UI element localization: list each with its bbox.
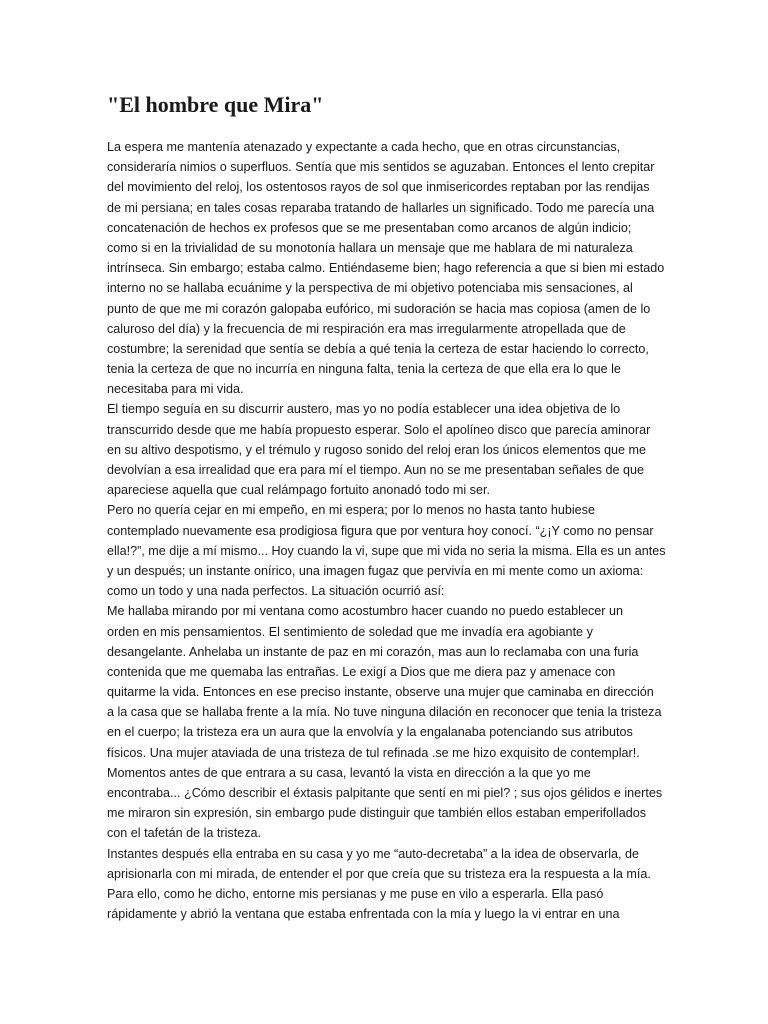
text-line: quitarme la vida. Entonces en ese preciso instante, observe una mujer que caminaba en dirección [107, 685, 654, 700]
text-line: desangelante. Anhelaba un instante de paz en mi corazón, mas aun lo reclamaba con una furia [107, 644, 639, 659]
text-line: orden en mis pensamientos. El sentimiento de soledad que me invadía era agobiante y [107, 624, 593, 639]
text-line: Para ello, como he dicho, entorne mis persianas y me puse en vilo a esperarla. Ella pasó [107, 886, 604, 901]
text-line: como si en la trivialidad de su monotonía hallara un mensaje que me hablara de mi naturaleza [107, 240, 633, 255]
text-line: aprisionarla con mi mirada, de entender el por que creía que su tristeza era la respuesta a la mía. [107, 866, 651, 881]
text-line: me miraron sin expresión, sin embargo pude distinguir que también ellos estaban emperifollados [107, 806, 647, 821]
text-line: consideraría nimios o superfluos. Sentía que mis sentidos se aguzaban. Entonces el lento crepitar [107, 160, 655, 175]
text-line: transcurrido desde que me había propuesto esperar. Solo el apolíneo disco que parecía aminorar [107, 422, 651, 437]
text-line: rápidamente y abrió la ventana que estaba enfrentada con la mía y luego la vi entrar en una [107, 907, 620, 922]
text-line: ella!?”, me dije a mí mismo... Hoy cuando la vi, supe que mi vida no seria la misma. Ella es un antes [107, 543, 666, 558]
text-line: Instantes después ella entraba en su casa y yo me “auto-decretaba” a la idea de observarla, de [107, 846, 640, 861]
text-line: Pero no quería cejar en mi empeño, en mi espera; por lo menos no hasta tanto hubiese [107, 503, 595, 518]
text-line: necesitaba para mi vida. [107, 382, 244, 397]
text-line: devolvían a esa irrealidad que era para mí el tiempo. Aun no se me presentaban señales de que [107, 463, 644, 477]
text-line: concatenación de hechos ex profesos que se me presentaban como arcanos de algún indicio; [107, 220, 632, 235]
text-line: apareciese aquella que cual relámpago fortuito anonadó todo mi ser. [107, 483, 490, 498]
text-line: El tiempo seguía en su discurrir austero, mas yo no podía establecer una idea objetiva de lo [107, 402, 621, 417]
text-line: en el cuerpo; la tristeza era un aura que la envolvía y la engalanaba potenciando sus atributos [107, 725, 633, 740]
text-line: en su altivo despotismo, y el trémulo y rugoso sonido del reloj eran los únicos elementos que me [107, 442, 647, 457]
text-line: caluroso del día) y la frecuencia de mi respiración era mas irregularmente atropellada que de [107, 321, 626, 336]
text-line: Momentos antes de que entrara a su casa, levantó la vista en dirección a la que yo me [107, 765, 591, 780]
text-line: interno no se hallaba ecuánime y la perspectiva de mi objetivo potenciaba mis sensaciones, al [107, 281, 633, 296]
text-line: con el tafetán de la tristeza. [107, 826, 262, 841]
text-line: físicos. Una mujer ataviada de una tristeza de tul refinada .se me hizo exquisito de contemplar!. [107, 745, 640, 760]
text-line: como un todo y una nada perfectos. La situación ocurrió así: [107, 584, 445, 599]
text-line: de mi persiana; en tales cosas reparaba tratando de hallarles un significado. Todo me parecía una [107, 200, 655, 215]
page-title: "El hombre que Mira" [107, 92, 324, 117]
text-line: encontraba... ¿Cómo describir el éxtasis palpitante que sentí en mi piel? ; sus ojos gélidos e inertes [107, 786, 663, 800]
text-line: punto de que me mi corazón galopaba eufórico, mi sudoración se hacia mas copiosa (amen de lo [107, 301, 651, 316]
text-line: y un después; un instante onírico, una imagen fugaz que pervivía en mi mente como un axioma: [107, 563, 644, 578]
text-line: del movimiento del reloj, los ostentosos rayos de sol que inmisericordes reptaban por las rendijas [107, 180, 650, 195]
document-body [107, 137, 667, 924]
text-line: a la casa que se hallaba frente a la mía. No tuve ninguna dilación en reconocer que tenia la tristeza [107, 705, 662, 720]
text-line: contemplado nuevamente esa prodigiosa figura que por ventura hoy conocí. “¿¡Y como no pensar [107, 523, 654, 538]
text-line: costumbre; la serenidad que sentía se debía a qué tenia la certeza de estar haciendo lo correcto, [107, 341, 649, 356]
text-line: tenia la certeza de que no incurría en ninguna falta, tenia la certeza de que ella era lo que le [107, 362, 621, 377]
text-line: Me hallaba mirando por mi ventana como acostumbro hacer cuando no puedo establecer un [107, 604, 623, 619]
text-line: contenida que me quemaba las entrañas. Le exigí a Dios que me diera paz y amenace con [107, 664, 616, 679]
text-line: La espera me mantenía atenazado y expectante a cada hecho, que en otras circunstancias, [107, 140, 621, 154]
text-line: intrínseca. Sin embargo; estaba calmo. Entiéndaseme bien; hago referencia a que si bien mi estado [107, 261, 665, 276]
